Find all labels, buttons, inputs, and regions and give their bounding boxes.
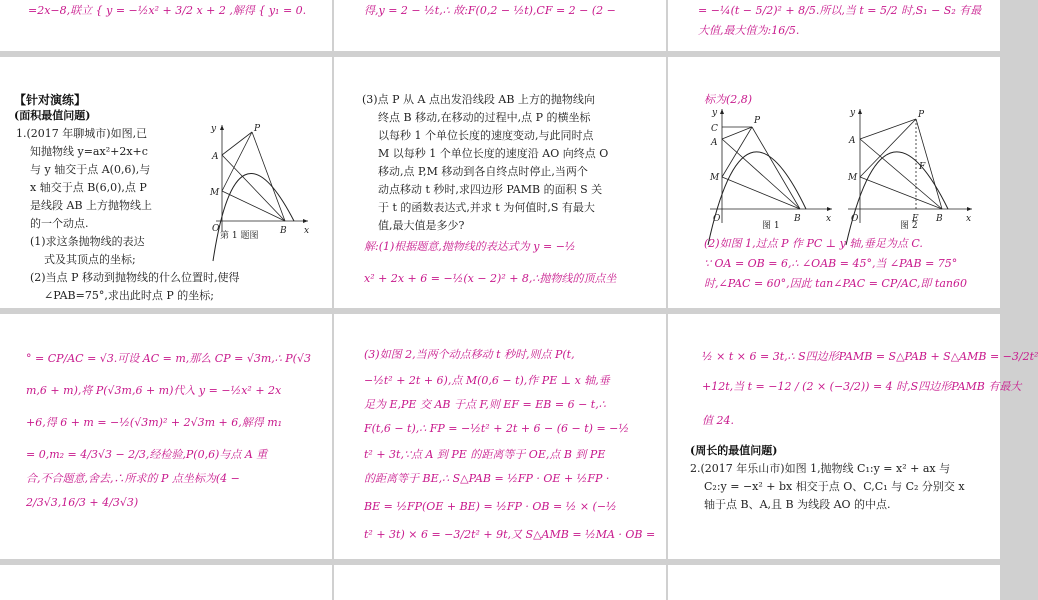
problem-line: 的一个动点.	[30, 217, 89, 230]
axis-label-y: y	[850, 108, 856, 118]
answer-line: t² + 3t,∵点 A 到 PE 的距离等于 OE,点 B 到 PE	[364, 448, 606, 461]
answer-line: 合,不合题意,舍去,∴所求的 P 点坐标为(4 −	[26, 472, 240, 485]
problem-line: 终点 B 移动,在移动的过程中,点 P 的横坐标	[378, 111, 591, 124]
figure-1-caption: 图 1	[762, 221, 780, 231]
answer-line: ° = CP/AC = √3.可设 AC = m,那么 CP = √3m,∴ P(√3	[26, 352, 311, 365]
point-label-o: O	[851, 214, 859, 224]
point-label-m: M	[210, 188, 220, 198]
problem-line: 2.(2017 年乐山市)如图 1,抛物线 C₁:y = x² + ax 与	[690, 462, 951, 475]
problem-line: 知抛物线 y=ax²+2x+c	[30, 145, 148, 158]
panel-problem-1-part-3	[334, 57, 666, 308]
answer-line: 解:(1)根据题意,抛物线的表达式为 y = −½	[364, 240, 576, 253]
problem-line: 移动,点 P,M 移动到各自终点时停止,当两个	[378, 165, 588, 178]
answer-line: 值 24.	[702, 414, 734, 427]
answer-line: 2/3√3,16/3 + 4/3√3)	[26, 496, 139, 509]
problem-line: 轴于点 B、A,且 B 为线段 AO 的中点.	[704, 498, 891, 511]
problem-line: (1)求这条抛物线的表达	[30, 235, 145, 248]
panel-top-middle	[334, 0, 666, 51]
answer-line: = −¼(t − 5/2)² + 8/5.所以,当 t = 5/2 时,S₁ − S₂ 有最	[698, 4, 982, 17]
point-label-p: P	[254, 124, 261, 134]
answer-line: 大值,最大值为:16/5.	[698, 24, 800, 37]
section-subheading: (周长的最值问题)	[690, 444, 778, 457]
point-label-a: A	[212, 152, 219, 162]
point-label-a: A	[711, 138, 718, 148]
answer-line: ½ × t × 6 = 3t,∴ S四边形PAMB = S△PAB + S△AMB = −3/2t²	[702, 350, 1038, 363]
answer-line: F(t,6 − t),∴ FP = −½t² + 2t + 6 − (6 − t) = −½	[364, 422, 630, 435]
axis-label-x: x	[304, 226, 310, 236]
answer-line: m,6 + m),将 P(√3m,6 + m)代入 y = −½x² + 2x	[26, 384, 282, 397]
answer-line: (3)如图 2,当两个动点移动 t 秒时,则点 P(t,	[364, 348, 575, 361]
panel-top-left	[0, 0, 332, 51]
point-label-p: P	[918, 110, 925, 120]
problem-line: 式及其顶点的坐标;	[44, 253, 136, 266]
answer-line: −½t² + 2t + 6),点 M(0,6 − t),作 PE ⊥ x 轴,垂	[364, 374, 610, 387]
answer-line: 的距离等于 BE,∴ S△PAB = ½FP · OE + ½FP ·	[364, 472, 610, 485]
panel-top-right	[668, 0, 1000, 51]
problem-line: 以每秒 1 个单位长度的速度变动,与此同时点	[378, 129, 594, 142]
panel-bottom-right	[668, 565, 1000, 600]
figure-2-caption: 图 2	[900, 221, 918, 231]
section-subheading: (面积最值问题)	[14, 109, 91, 122]
point-label-o: O	[713, 214, 721, 224]
panel-bottom-left	[0, 565, 332, 600]
point-label-b: B	[794, 214, 801, 224]
problem-line: 值,最大值是多少?	[378, 219, 465, 232]
answer-line: +12t,当 t = −12 / (2 × (−3/2)) = 4 时,S四边形PAMB 有最大	[702, 380, 1022, 393]
point-label-a: A	[849, 136, 856, 146]
problem-line: ∠PAB=75°,求出此时点 P 的坐标;	[44, 289, 214, 302]
panel-problem-2	[668, 314, 1038, 559]
panel-solution-part-2	[0, 314, 332, 559]
problem-line: (2)当点 P 移动到抛物线的什么位置时,使得	[30, 271, 240, 284]
point-label-b: B	[936, 214, 943, 224]
answer-line: +6,得 6 + m = −½(√3m)² + 2√3m + 6,解得 m₁	[26, 416, 283, 429]
problem-line: 1.(2017 年聊城市)如图,已	[16, 127, 148, 140]
point-label-e: E	[912, 214, 919, 224]
panel-bottom-middle	[334, 565, 666, 600]
answer-line: =2x−8,联立 { y = −½x² + 3/2 x + 2 ,解得 { y₁ = 0.	[28, 4, 307, 17]
panel-problem-1	[0, 57, 332, 308]
axis-label-x: x	[966, 214, 972, 224]
problem-1-figure	[202, 121, 312, 241]
figure-2	[844, 105, 976, 235]
answer-line: BE = ½FP(OE + BE) = ½FP · OB = ½ × (−½	[364, 500, 617, 513]
problem-line: 动点移动 t 秒时,求四边形 PAMB 的面积 S 关	[378, 183, 603, 196]
answer-line: = 0,m₂ = 4/3√3 − 2/3,经检验,P(0,6)与点 A 重	[26, 448, 268, 461]
answer-line: 得,y = 2 − ½t,∴ 故:F(0,2 − ½t),CF = 2 − (2 −	[364, 4, 616, 17]
answer-line: 时,∠PAC = 60°,因此 tan∠PAC = CP/AC,即 tan60	[704, 277, 967, 290]
problem-line: M 以每秒 1 个单位长度的速度沿 AO 向终点 O	[378, 147, 609, 160]
problem-line: 与 y 轴交于点 A(0,6),与	[30, 163, 151, 176]
problem-line: (3)点 P 从 A 点出发沿线段 AB 上方的抛物线向	[362, 93, 595, 106]
problem-line: x 轴交于点 B(6,0),点 P	[30, 181, 147, 194]
answer-line: (2)如图 1,过点 P 作 PC ⊥ y 轴,垂足为点 C.	[704, 237, 923, 250]
point-label-o: O	[212, 224, 220, 234]
figure-1	[706, 105, 836, 235]
answer-line: t² + 3t) × 6 = −3/2t² + 9t,又 S△AMB = ½MA · OB =	[364, 528, 656, 541]
answer-line: x² + 2x + 6 = −½(x − 2)² + 8,∴抛物线的顶点坐	[364, 272, 617, 285]
figure-caption: 第 1 题图	[220, 231, 259, 241]
answer-line: 足为 E,PE 交 AB 于点 F,则 EF = EB = 6 − t,∴	[364, 398, 606, 411]
point-label-m: M	[848, 173, 858, 183]
problem-line: 于 t 的函数表达式,并求 t 为何值时,S 有最大	[378, 201, 595, 214]
problem-line: C₂:y = −x² + bx 相交于点 O、C,C₁ 与 C₂ 分别交 x	[704, 480, 965, 493]
axis-label-y: y	[211, 124, 217, 134]
panel-solution-part-3	[334, 314, 666, 559]
axis-label-x: x	[826, 214, 832, 224]
answer-line: 标为(2,8)	[704, 93, 753, 106]
point-label-m: M	[710, 173, 720, 183]
point-label-p: P	[754, 116, 761, 126]
answer-line: ∵ OA = OB = 6,∴ ∠OAB = 45°,当 ∠PAB = 75°	[704, 257, 958, 270]
axis-label-y: y	[712, 108, 718, 118]
section-heading: 【针对演练】	[14, 93, 87, 107]
panel-solution-figures	[668, 57, 1000, 308]
point-label-b: B	[280, 226, 287, 236]
point-label-f: F	[919, 162, 926, 172]
point-label-c: C	[711, 124, 718, 134]
problem-line: 是线段 AB 上方抛物线上	[30, 199, 153, 212]
